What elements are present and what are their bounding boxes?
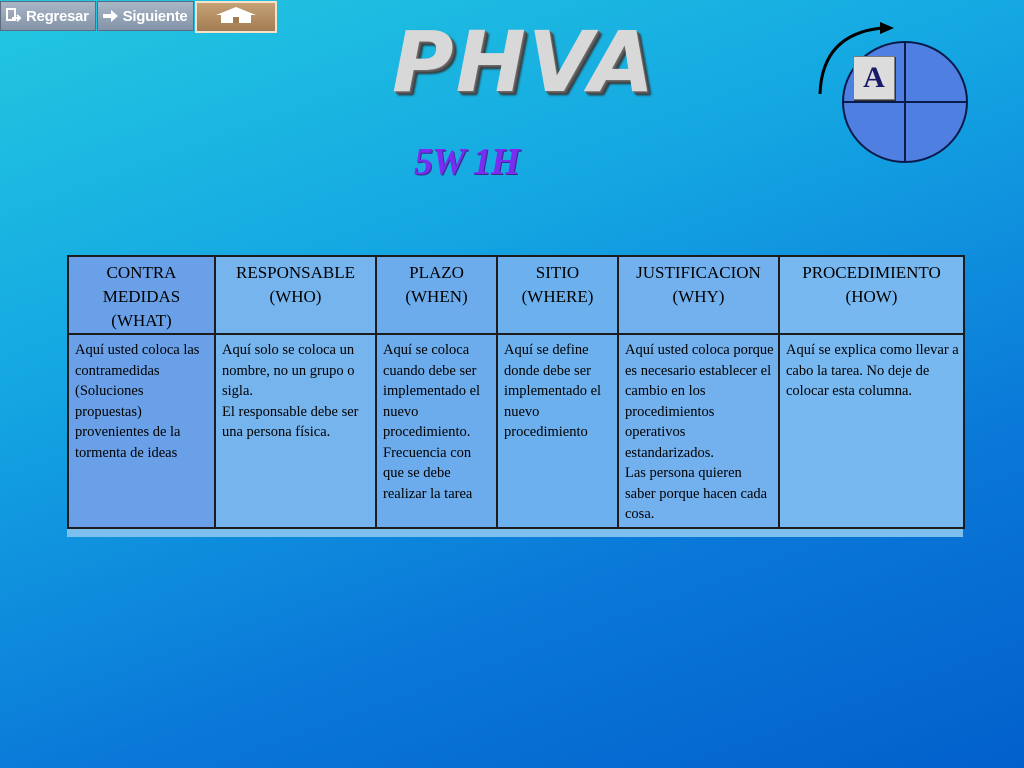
header-why-label: JUSTIFICACION (WHY) [636,263,761,306]
header-when [376,256,497,334]
table-row [68,334,964,528]
header-what-label: CONTRA MEDIDAS (WHAT) [102,263,181,330]
header-when-label: PLAZO (WHEN) [405,263,468,306]
cell-what: Aquí usted coloca las contramedidas (Soluciones propuestas) provenientes de la tormenta de ideas [68,334,215,528]
table-header-row [68,256,964,334]
back-arrow-icon [5,7,23,25]
header-how-label: PROCEDIMIENTO (HOW) [802,263,941,306]
slide-subtitle: 5W 1H [414,141,520,183]
header-who [215,256,376,334]
slide-title: PHVA [392,13,657,111]
forward-arrow-icon [102,7,120,25]
house-icon [212,5,260,30]
next-button-label: Siguiente [122,7,188,25]
header-what [68,256,215,334]
navigation-bar [0,0,277,34]
header-where-label: SITIO (WHERE) [521,263,594,306]
cycle-arrow-head [880,22,894,34]
cell-why: Aquí usted coloca porque es necesario establecer el cambio en los procedimientos operativos estandarizados. Las persona quieren saber porque hacen cada cosa. [618,334,779,528]
5w1h-table [67,255,965,529]
header-why [618,256,779,334]
cell-where: Aquí se define donde debe ser implementado el nuevo procedimiento [497,334,618,528]
back-button[interactable] [0,1,96,31]
home-button[interactable] [195,1,277,33]
back-button-label: Regresar [26,7,89,25]
cell-when: Aquí se coloca cuando debe ser implementado el nuevo procedimiento. Frecuencia con que se debe realizar la tarea [376,334,497,528]
next-button[interactable] [97,1,195,31]
table-container [67,255,963,537]
cycle-letter-box: A [853,56,895,100]
phva-cycle-diagram [810,20,980,170]
header-how [779,256,964,334]
cell-how: Aquí se explica como llevar a cabo la tarea. No deje de colocar esta columna. [779,334,964,528]
header-who-label: RESPONSABLE (WHO) [235,263,356,306]
cell-who: Aquí solo se coloca un nombre, no un grupo o sigla. El responsable debe ser una persona física. [215,334,376,528]
header-where [497,256,618,334]
